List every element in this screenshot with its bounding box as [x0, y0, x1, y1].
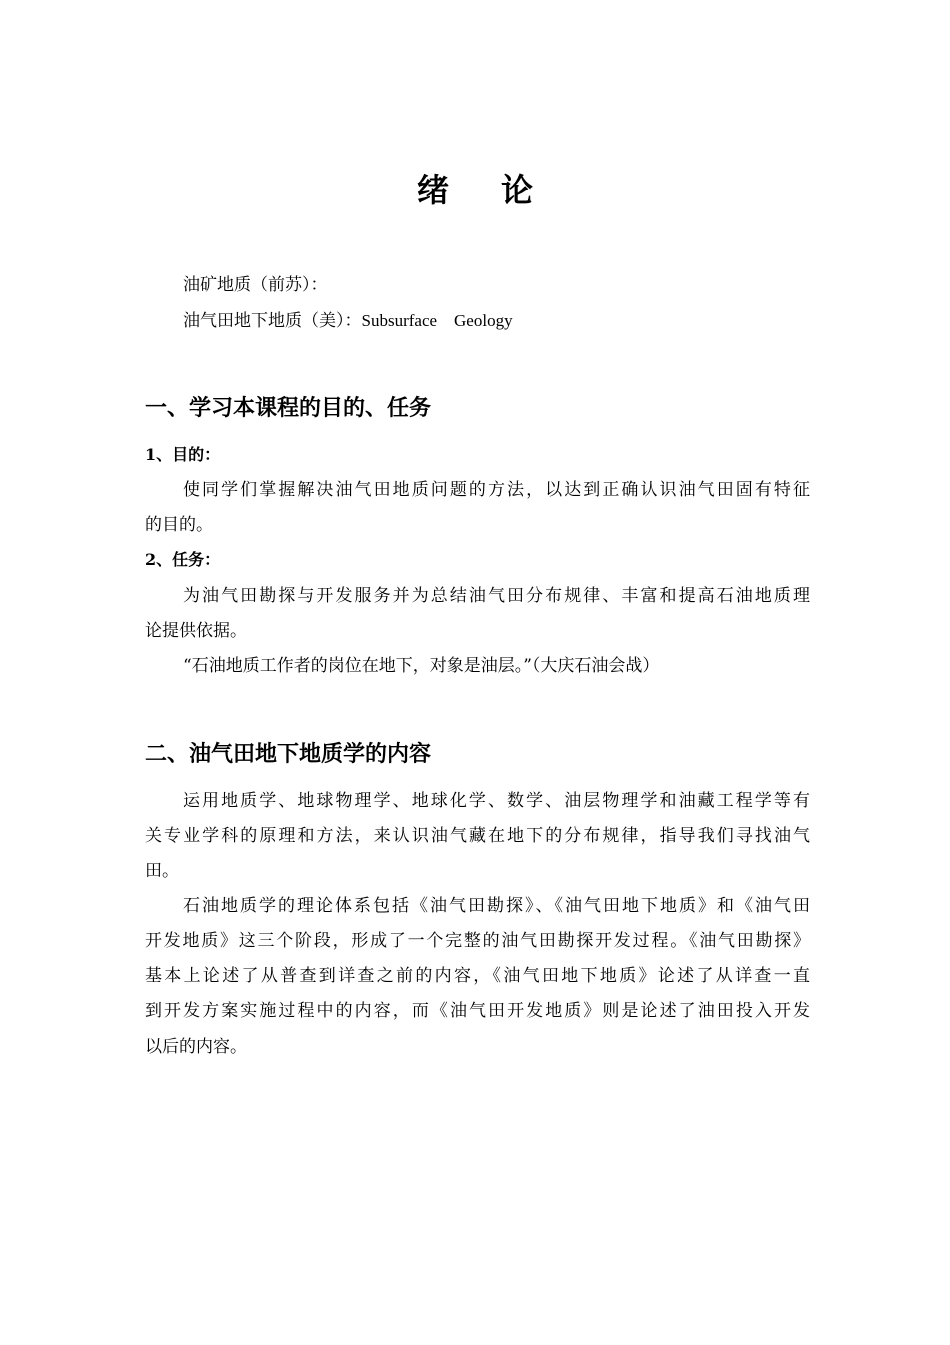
- title-char-2: 论: [501, 171, 534, 209]
- section-1-sub-2-heading: 2、任务：: [145, 550, 221, 569]
- section-1-heading: 一、学习本课程的目的、任务: [145, 396, 432, 421]
- intro-line-2-english: Subsurface Geology: [361, 311, 513, 330]
- content-para-2-line-5: 以后的内容。: [145, 1037, 247, 1057]
- section-2-heading: 二、油气田地下地质学的内容: [145, 742, 432, 767]
- purpose-line-1: 使同学们掌握解决油气田地质问题的方法，以达到正确认识油气田固有特征: [183, 480, 810, 500]
- content-para-2-line-3: 基本上论述了从普查到详查之前的内容，《油气田地下地质》论述了从详查一直: [145, 966, 810, 986]
- purpose-line-2: 的目的。: [145, 515, 213, 535]
- intro-line-2-chinese: 油气田地下地质（美）：: [183, 311, 362, 331]
- task-line-1: 为油气田勘探与开发服务并为总结油气田分布规律、丰富和提高石油地质理: [183, 586, 810, 606]
- content-para-1-line-3: 田。: [145, 861, 179, 881]
- intro-line-2: [183, 309, 810, 333]
- content-para-2-line-1: 石油地质学的理论体系包括《油气田勘探》、《油气田地下地质》和《油气田: [183, 896, 810, 916]
- content-para-1-line-1: 运用地质学、地球物理学、地球化学、数学、油层物理学和油藏工程学等有: [183, 791, 810, 811]
- task-line-2: 论提供依据。: [145, 621, 247, 641]
- daqing-quote: “石油地质工作者的岗位在地下，对象是油层。”（大庆石油会战）: [183, 656, 660, 676]
- page-title: [0, 168, 950, 212]
- section-1-sub-1-heading: 1、目的：: [145, 445, 221, 464]
- content-para-2-line-4: 到开发方案实施过程中的内容，而《油气田开发地质》则是论述了油田投入开发: [145, 1001, 810, 1021]
- title-char-1: 绪: [416, 171, 449, 209]
- content-para-1-line-2: 关专业学科的原理和方法，来认识油气藏在地下的分布规律，指导我们寻找油气: [145, 826, 810, 846]
- intro-line-1: 油矿地质（前苏）：: [183, 275, 328, 295]
- content-para-2-line-2: 开发地质》这三个阶段，形成了一个完整的油气田勘探开发过程。《油气田勘探》: [145, 931, 810, 951]
